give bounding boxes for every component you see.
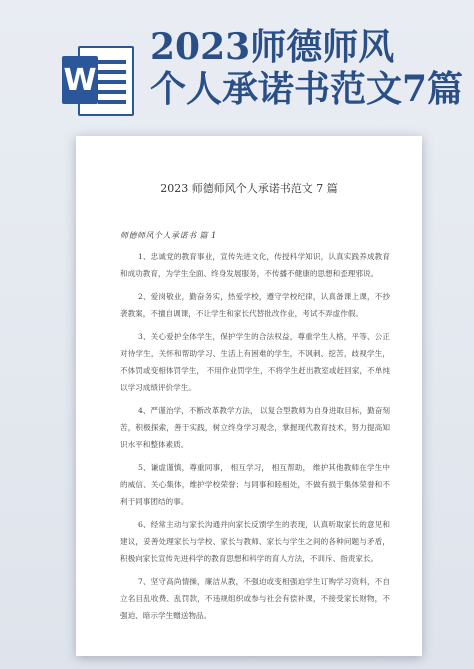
paragraph-7: 7、坚守高尚情操，廉洁从教，不强迫或变相强迫学生订购学习资料，不自立名目乱收费、乱罚款，不违规组织或参与社会有偿补课，不接受家长财物，不强迫、暗示学生赠送物品。 (120, 577, 390, 620)
word-letter-badge: W (62, 56, 98, 104)
section-heading: 师德师风个人承诺书 篇 1 (120, 231, 217, 240)
document-page (76, 136, 422, 656)
hero-title-line-1: 2023师德师风 (150, 26, 395, 68)
hero-title-line-2: 个人承诺书范文7篇 (150, 68, 464, 110)
paragraph-2: 2、爱岗敬业，勤奋务实，热爱学校，遵守学校纪律，认真备课上课，不抄袭教案，不擅自调课，不让学生和家长代替批改作业，考试不弄虚作假。 (120, 292, 390, 318)
paragraph-5: 5、谦虚谨慎，尊重同事， 相互学习， 相互帮助， 维护其他教师在学生中的威信、关心集体，维护学校荣誉；与同事和睦相处，不做有损于集体荣誉和不利于同事团结的事。 (120, 463, 390, 506)
paragraph-4: 4、严谨治学，不断改革教学方法， 以复合型教师为自身进取目标，勤奋刻苦，积极探索，善于实践，树立终身学习观念，掌握现代教育技术，努力提高知识水平和整体素质。 (120, 406, 390, 449)
word-icon (62, 46, 134, 116)
document-title: 2023 师德师风个人承诺书范文 7 篇 (160, 182, 338, 195)
paragraph-6: 6、经常主动与家长沟通并向家长反馈学生的表现，认真听取家长的意见和建议，妥善处理家长与学校、家长与教师、家长与学生之间的各种问题与矛盾，积极向家长宣传先进科学的教育思想和科学的育人方法，不训斥、指责家长。 (120, 520, 390, 563)
paragraph-3: 3、关心爱护全体学生，保护学生的合法权益，尊重学生人格，平等、公正对待学生，关怀和帮助学习、生活上有困难的学生，不讽刺、挖苦，歧视学生，不体罚或变相体罚学生， 不用作业罚学生，不将学生赶出教室或赶回家，不单纯以学习成绩评价学生。 (120, 332, 390, 392)
hero-title (150, 26, 470, 110)
paragraph-1: 1、忠诚党的教育事业，宣传先进文化，传授科学知识，认真实践养成教育和成功教育，为学生全面、终身发展服务，不传播不健康的思想和歪理邪说。 (120, 252, 390, 278)
